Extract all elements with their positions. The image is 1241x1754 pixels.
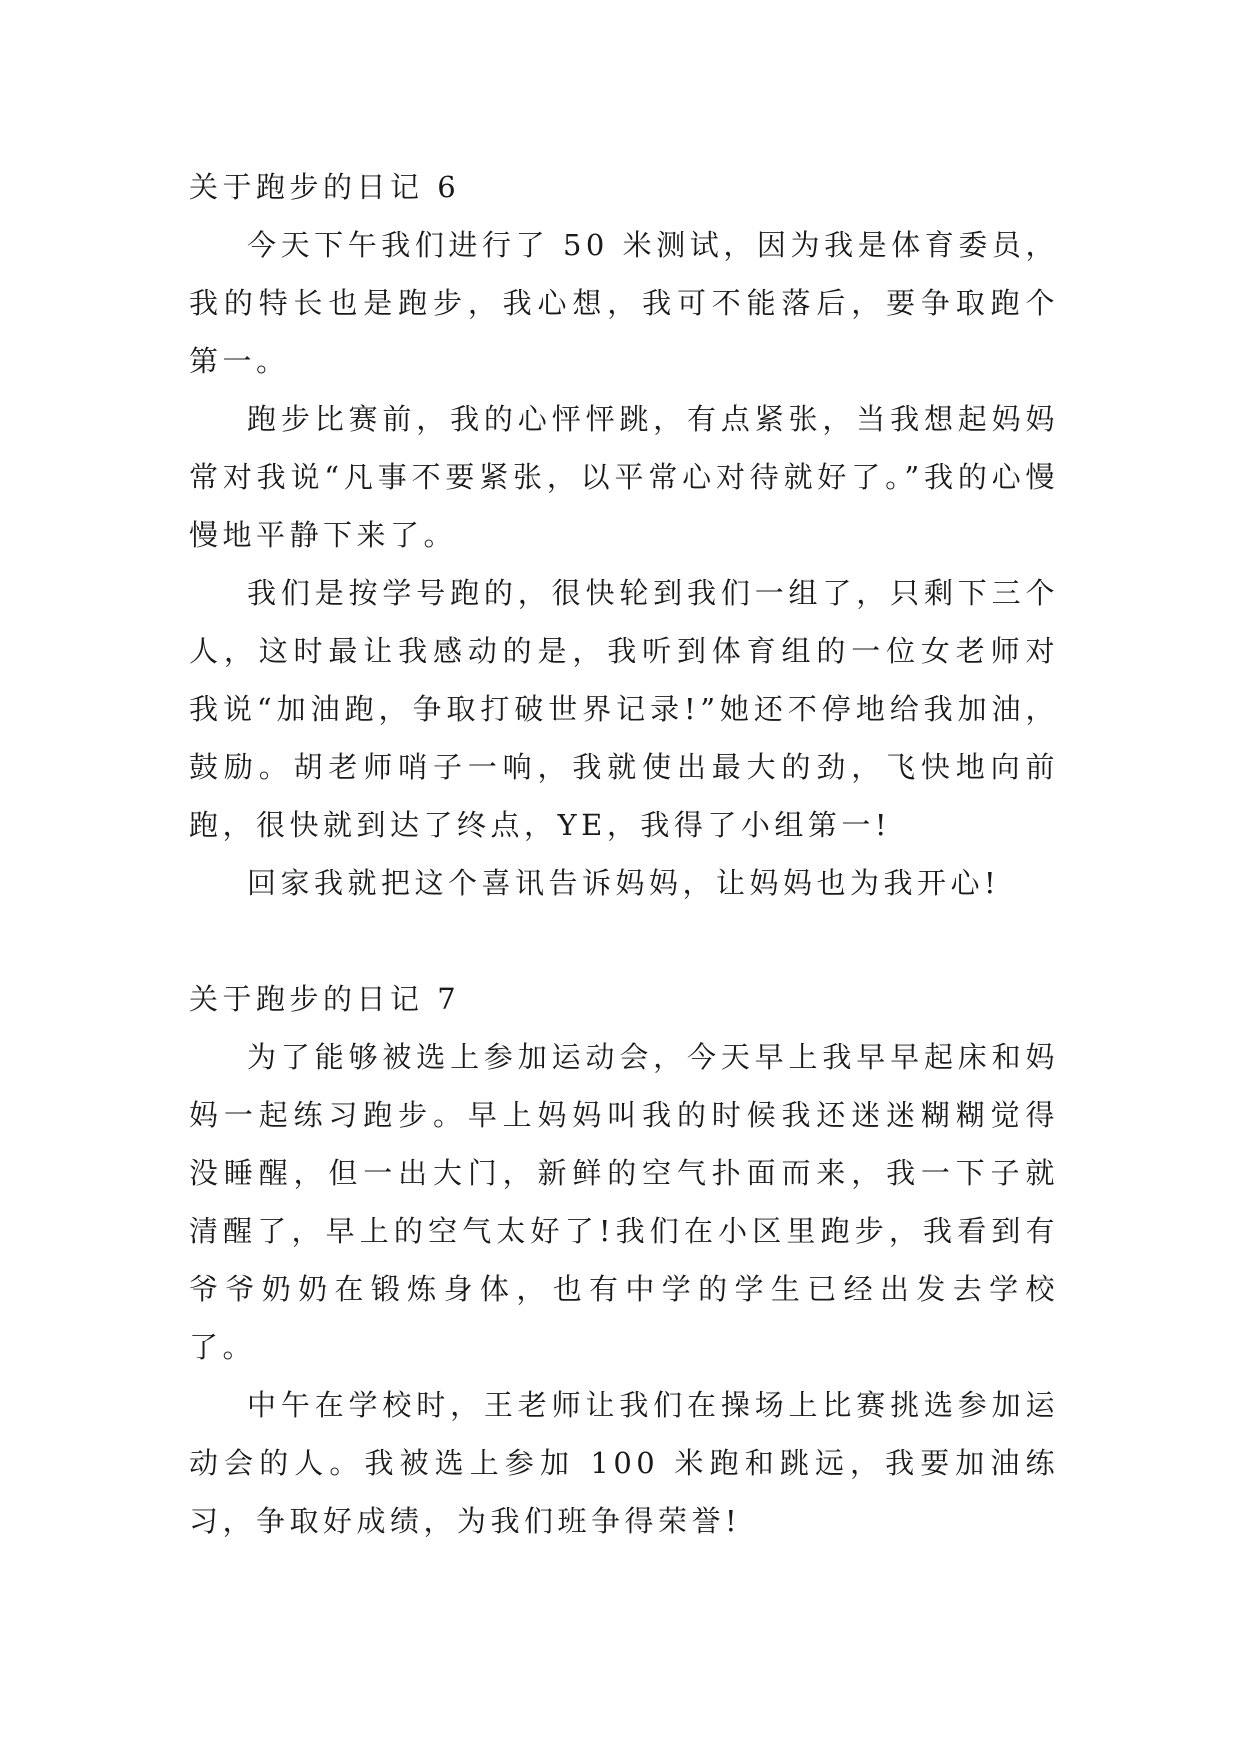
paragraph: 今天下午我们进行了 50 米测试，因为我是体育委员，我的特长也是跑步，我心想，我可不能落后，要争取跑个第一。	[189, 228, 1059, 378]
diary-entry-6	[189, 158, 1059, 912]
entry-title: 关于跑步的日记 6	[189, 170, 461, 204]
document-body	[189, 158, 1059, 1550]
paragraph: 为了能够被选上参加运动会，今天早上我早早起床和妈妈一起练习跑步。早上妈妈叫我的时候我还迷迷糊糊觉得没睡醒，但一出大门，新鲜的空气扑面而来，我一下子就清醒了，早上的空气太好了!我们在小区里跑步，我看到有爷爷奶奶在锻炼身体，也有中学的学生已经出发去学校了。	[189, 1040, 1059, 1364]
paragraph: 我们是按学号跑的，很快轮到我们一组了，只剩下三个人，这时最让我感动的是，我听到体育组的一位女老师对我说“加油跑，争取打破世界记录!”她还不停地给我加油，鼓励。胡老师哨子一响，我就使出最大的劲，飞快地向前跑，很快就到达了终点，YE，我得了小组第一!	[189, 576, 1059, 842]
paragraph: 回家我就把这个喜讯告诉妈妈，让妈妈也为我开心!	[247, 866, 1001, 900]
paragraph: 跑步比赛前，我的心怦怦跳，有点紧张，当我想起妈妈常对我说“凡事不要紧张，以平常心对待就好了。”我的心慢慢地平静下来了。	[189, 402, 1059, 552]
entry-title: 关于跑步的日记 7	[189, 982, 461, 1016]
section-divider	[189, 912, 1059, 970]
paragraph: 中午在学校时，王老师让我们在操场上比赛挑选参加运动会的人。我被选上参加 100 米跑和跳远，我要加油练习，争取好成绩，为我们班争得荣誉!	[189, 1388, 1059, 1538]
diary-entry-7	[189, 970, 1059, 1550]
